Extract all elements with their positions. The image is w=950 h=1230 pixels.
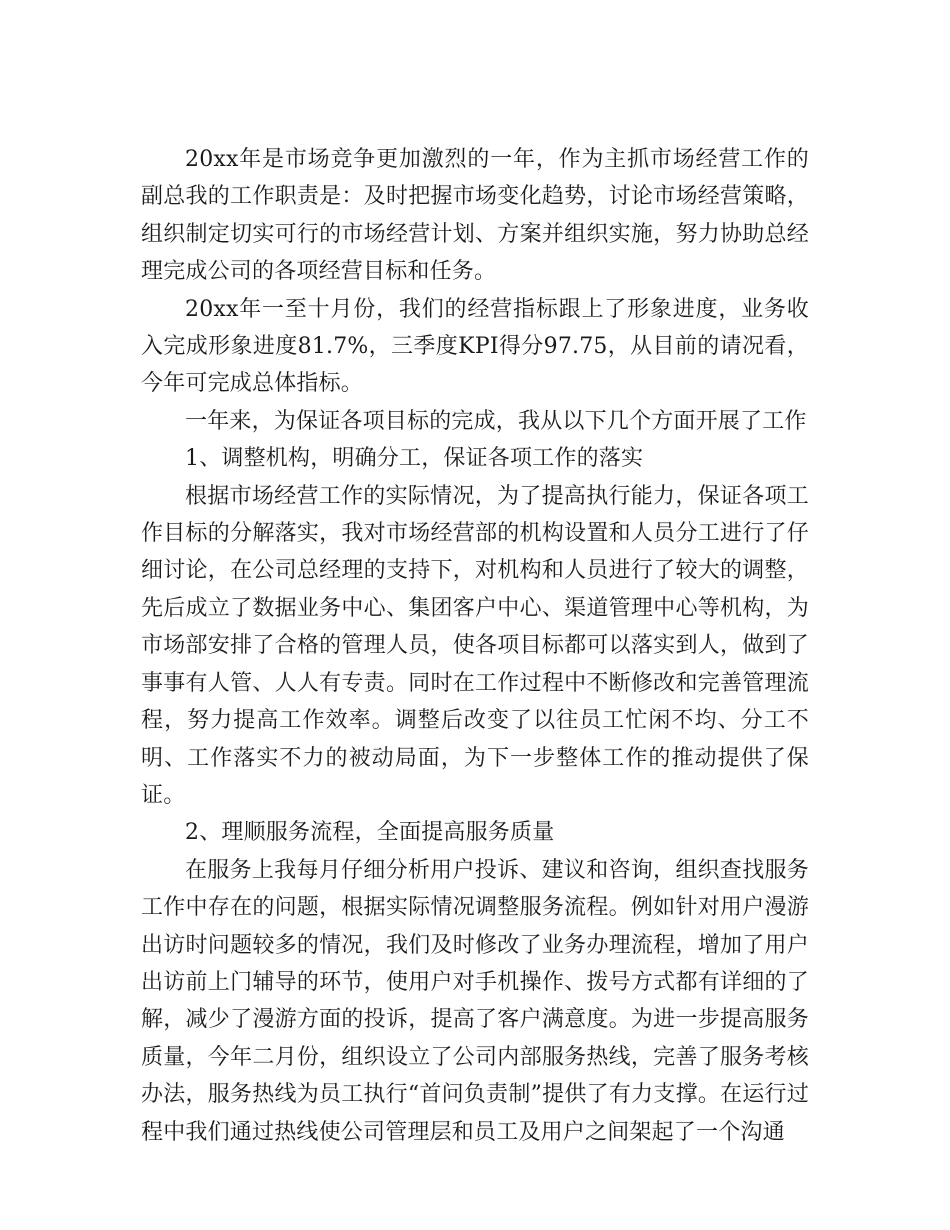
document-body — [141, 141, 809, 1151]
paragraph-overview: 一年来，为保证各项目标的完成，我从以下几个方面开展了工作 — [185, 408, 807, 434]
paragraph-section-2: 在服务上我每月仔细分析用户投诉、建议和咨询，组织查找服务工作中存在的问题，根据实际情况调整服务流程。例如针对用户漫游出访时问题较多的情况，我们及时修改了业务办理流程，增加了用户出访前上门辅导的环节，使用户对手机操作、拨号方式都有详细的了解，减少了漫游方面的投诉，提高了客户满意度。为进一步提高服务质量，今年二月份，组织设立了公司内部服务热线，完善了服务考核办法，服务热线为员工执行“首问负责制”提供了有力支撑。在运行过程中我们通过热线使公司管理层和员工及用户之间架起了一个沟通 — [141, 857, 809, 1145]
paragraph-intro: 20xx年是市场竞争更加激烈的一年，作为主抓市场经营工作的副总我的工作职责是：及时把握市场变化趋势，讨论市场经营策略，组织制定切实可行的市场经营计划、方案并组织实施，努力协助总经理完成公司的各项经营目标和任务。 — [141, 147, 809, 285]
paragraph-section-1: 根据市场经营工作的实际情况，为了提高执行能力，保证各项工作目标的分解落实，我对市场经营部的机构设置和人员分工进行了仔细讨论，在公司总经理的支持下，对机构和人员进行了较大的调整，先后成立了数据业务中心、集团客户中心、渠道管理中心等机构，为市场部安排了合格的管理人员，使各项目标都可以落实到人，做到了事事有人管、人人有专责。同时在工作过程中不断修改和完善管理流程，努力提高工作效率。调整后改变了以往员工忙闲不均、分工不明、工作落实不力的被动局面，为下一步整体工作的推动提供了保证。 — [141, 483, 809, 808]
paragraph-kpi: 20xx年一至十月份，我们的经营指标跟上了形象进度，业务收入完成形象进度81.7%，三季度KPI得分97.75，从目前的请况看，今年可完成总体指标。 — [141, 296, 809, 397]
section-heading-1: 1、调整机构，明确分工，保证各项工作的落实 — [185, 446, 644, 472]
section-heading-2: 2、理顺服务流程，全面提高服务质量 — [185, 820, 555, 846]
